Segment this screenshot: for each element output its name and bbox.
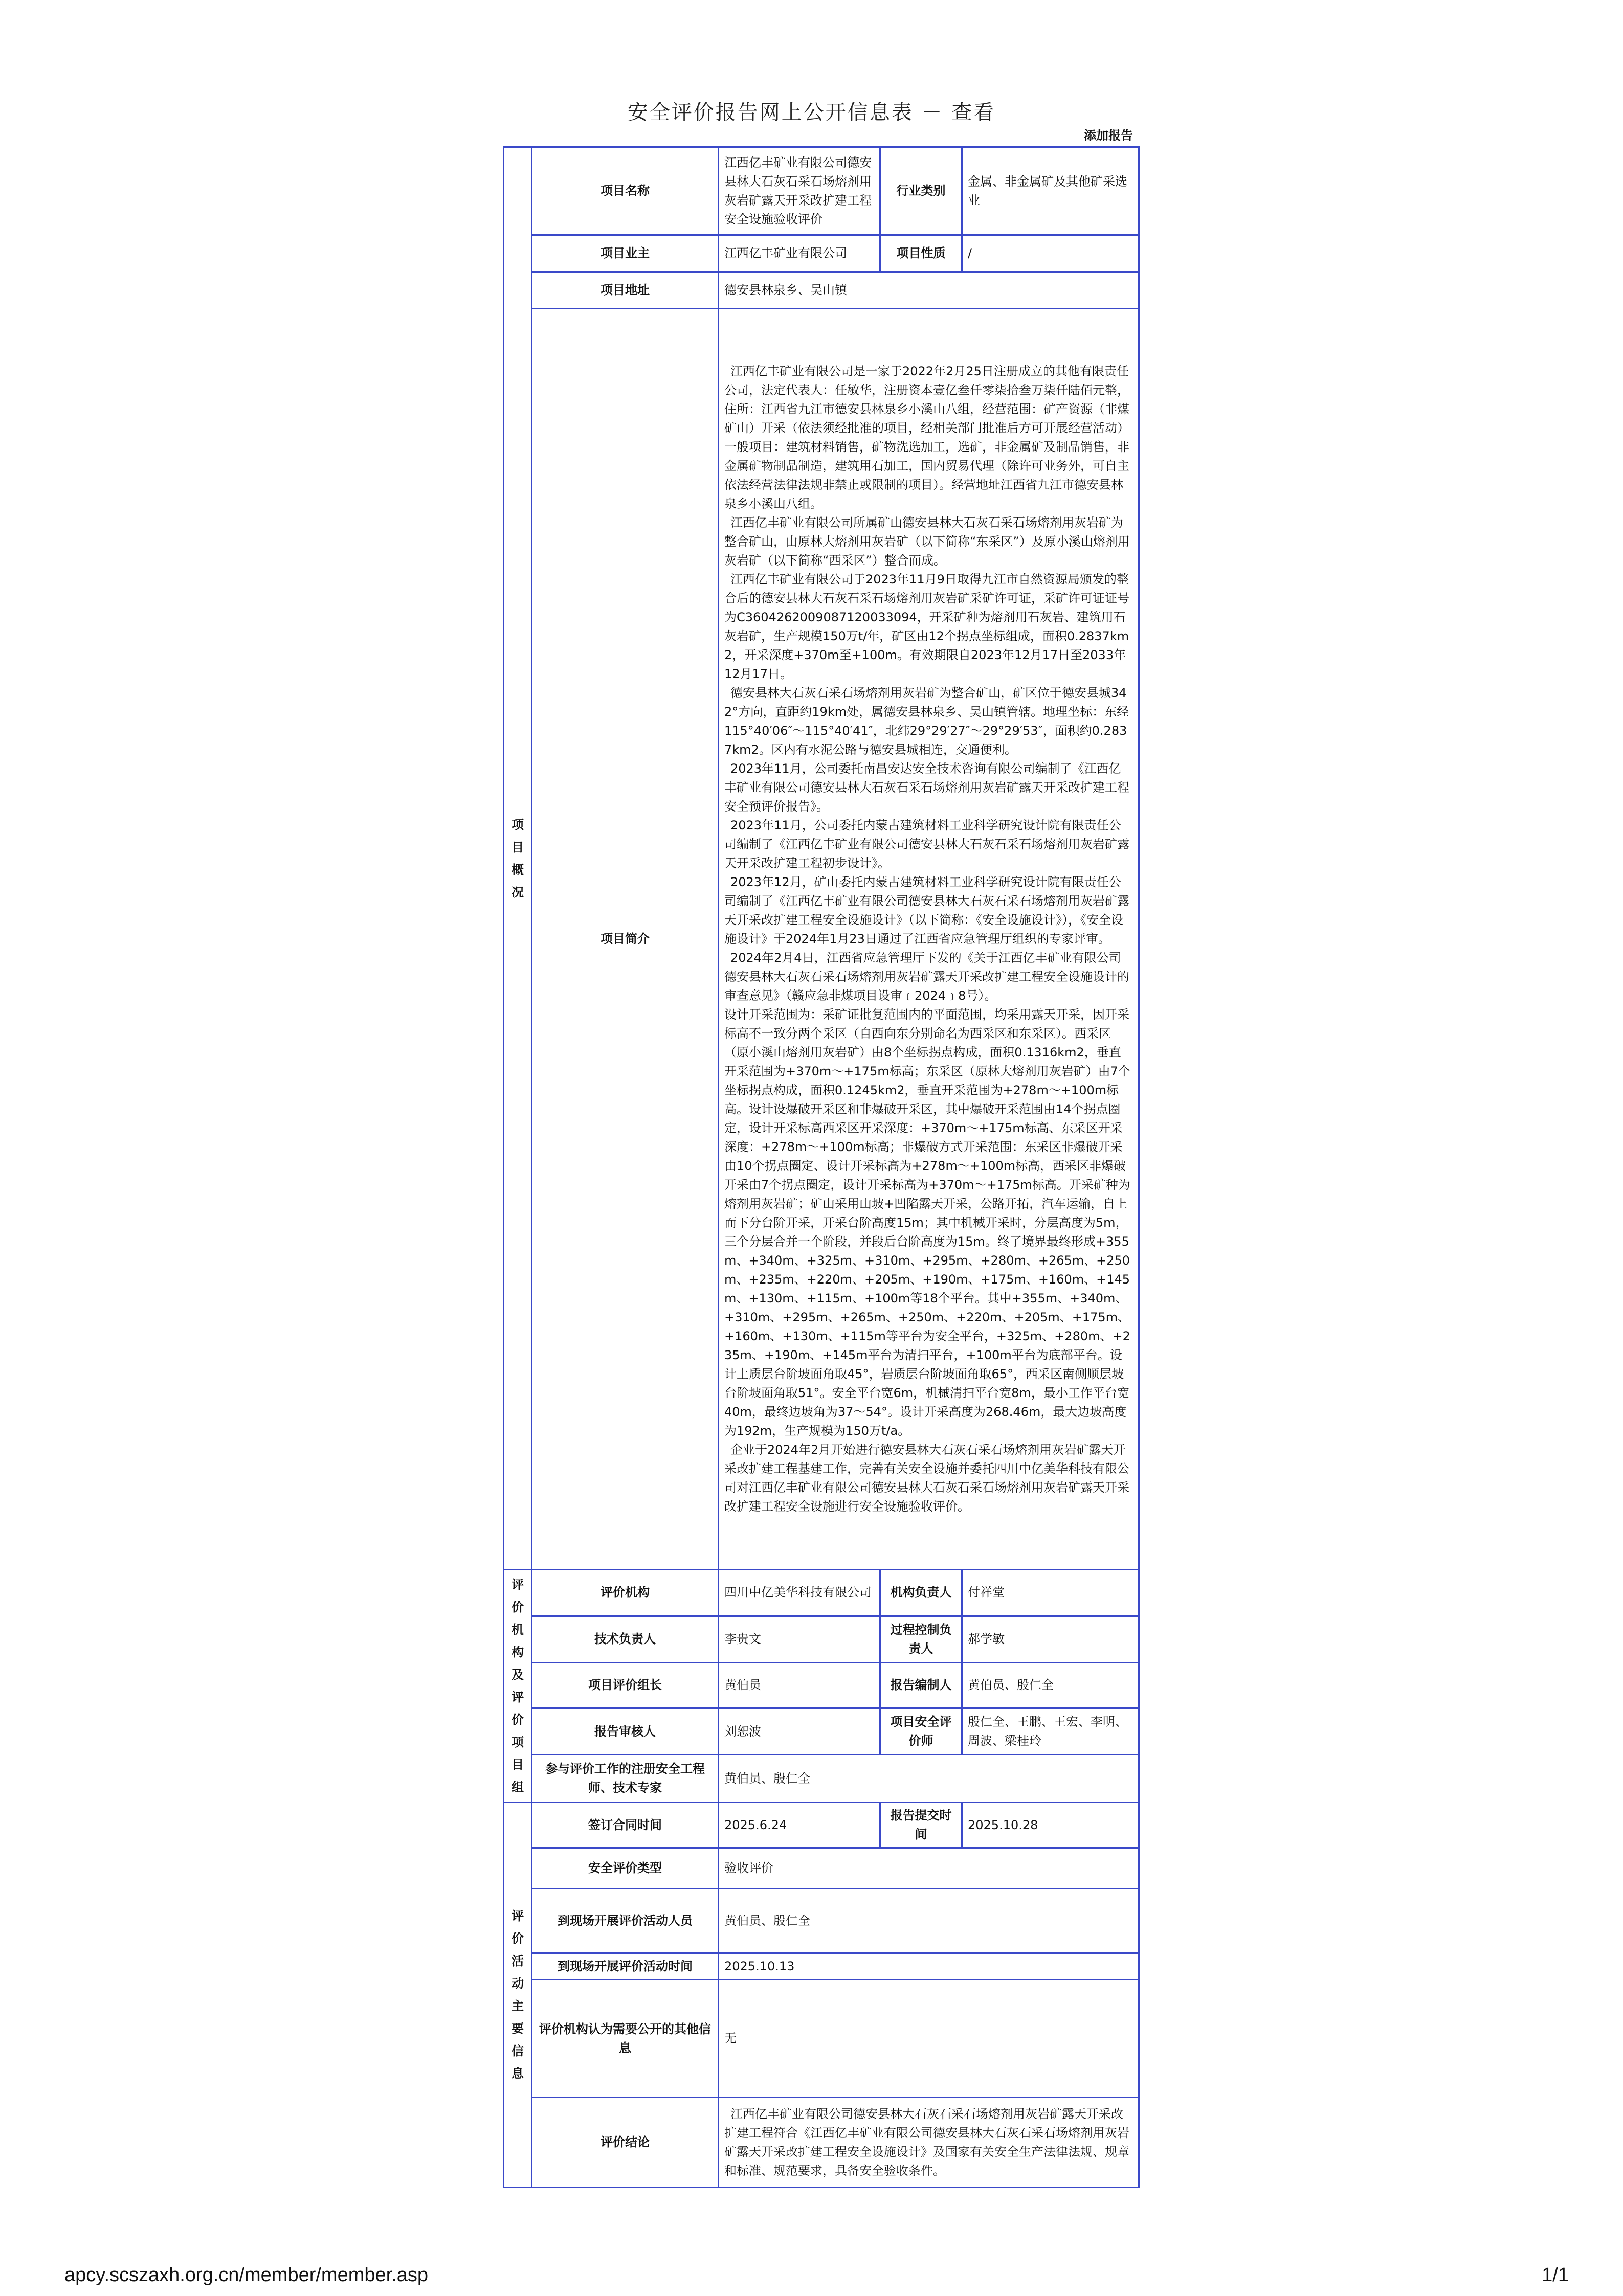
eval-type: 验收评价 bbox=[719, 1848, 1139, 1889]
site-staff: 黄伯员、殷仁全 bbox=[719, 1889, 1139, 1953]
address-label: 项目地址 bbox=[532, 272, 719, 309]
process-head: 郝学敏 bbox=[962, 1616, 1139, 1663]
project-name-label: 项目名称 bbox=[532, 147, 719, 235]
process-head-label: 过程控制负责人 bbox=[880, 1616, 962, 1663]
industry: 金属、非金属矿及其他矿采选业 bbox=[962, 147, 1139, 235]
intro-paragraph: 德安县林大石灰石采石场熔剂用灰岩矿为整合矿山，矿区位于德安县城342°方向，直距约19km处，属德安县林泉乡、吴山镇管辖。地理坐标：东经115°40′06″～115°40′41″，北纬29°29′27″～29°29′53″，面积约0.2837km2。区内有水泥公路与德安县城相连，交通便利。 bbox=[724, 686, 1129, 757]
intro-paragraph: 2023年11月，公司委托内蒙古建筑材料工业科学研究设计院有限责任公司编制了《江西亿丰矿业有限公司德安县林大石灰石采石场熔剂用灰岩矿露天开采改扩建工程初步设计》。 bbox=[724, 818, 1129, 870]
site-time: 2025.10.13 bbox=[719, 1953, 1139, 1980]
nature: / bbox=[962, 235, 1139, 272]
intro-paragraph: 企业于2024年2月开始进行德安县林大石灰石采石场熔剂用灰岩矿露天开采改扩建工程基建工作，完善有关安全设施并委托四川中亿美华科技有限公司对江西亿丰矿业有限公司德安县林大石灰石采石场熔剂用灰岩矿露天开采改扩建工程安全设施进行安全设施验收评价。 bbox=[724, 1443, 1129, 1514]
section-activity: 评价活动主要信息 bbox=[504, 1803, 532, 2188]
site-time-label: 到现场开展评价活动时间 bbox=[532, 1953, 719, 1980]
experts: 黄伯员、殷仁全 bbox=[719, 1755, 1139, 1803]
submit-time: 2025.10.28 bbox=[962, 1803, 1139, 1848]
footer-url: apcy.scszaxh.org.cn/member/member.asp bbox=[64, 2264, 429, 2286]
agency-head: 付祥堂 bbox=[962, 1570, 1139, 1616]
intro-label: 项目简介 bbox=[532, 309, 719, 1570]
nature-label: 项目性质 bbox=[880, 235, 962, 272]
intro-paragraph: 设计开采范围为：采矿证批复范围内的平面范围，均采用露天开采，因开采标高不一致分两个采区（自西向东分别命名为西采区和东采区）。西采区（原小溪山熔剂用灰岩矿）由8个坐标拐点构成，面积0.1316km2，垂直开采范围为+370m～+175m标高；东采区（原林大熔剂用灰岩矿）由7个坐标拐点构成，面积0.1245km2，垂直开采范围为+278m～+100m标高。设计设爆破开采区和非爆破开采区，其中爆破开采范围由14个拐点圈定，设计开采标高西采区开采深度：+370m～+175m标高、东采区开采深度：+278m～+100m标高；非爆破方式开采范围：东采区非爆破开采由10个拐点圈定、设计开采标高为+278m～+100m标高，西采区非爆破开采由7个拐点圈定，设计开采标高为+370m～+175m标高。开采矿种为熔剂用灰岩矿；矿山采用山坡+凹陷露天开采，公路开拓，汽车运输，自上而下分台阶开采，开采台阶高度15m；其中机械开采时，分层高度为5m，三个分层合并一个阶段，并段后台阶高度为15m。终了境界最终形成+355m、+340m、+325m、+310m、+295m、+280m、+265m、+250m、+235m、+220m、+205m、+190m、+175m、+160m、+145m、+130m、+115m、+100m等18个平台。其中+355m、+340m、+310m、+295m、+265m、+250m、+220m、+205m、+175m、+160m、+130m、+115m等平台为安全平台，+325m、+280m、+235m、+190m、+145m平台为清扫平台，+100m平台为底部平台。设计土质层台阶坡面角取45°，岩质层台阶坡面角取65°，西采区南侧顺层坡台阶坡面角取51°。安全平台宽6m，机械清扫平台宽8m，最小工作平台宽40m，最终边坡角为37～54°。设计开采高度为268.46m，最大边坡高度为192m，生产规模为150万t/a。 bbox=[724, 1007, 1130, 1438]
site-staff-label: 到现场开展评价活动人员 bbox=[532, 1889, 719, 1953]
submit-time-label: 报告提交时间 bbox=[880, 1803, 962, 1848]
intro-paragraph: 2024年2月4日，江西省应急管理厅下发的《关于江西亿丰矿业有限公司德安县林大石灰石采石场熔剂用灰岩矿露天开采改扩建工程安全设施设计的审查意见》（赣应急非煤项目设审﹝2024﹞8号）。 bbox=[724, 951, 1129, 1003]
tech-head-label: 技术负责人 bbox=[532, 1616, 719, 1663]
section-overview: 项目概况 bbox=[504, 147, 532, 1570]
contract-time: 2025.6.24 bbox=[719, 1803, 880, 1848]
evaluators: 殷仁全、王鹏、王宏、李明、周波、梁桂玲 bbox=[962, 1708, 1139, 1755]
team-leader-label: 项目评价组长 bbox=[532, 1663, 719, 1708]
reviewer: 刘恕波 bbox=[719, 1708, 880, 1755]
intro-paragraph: 江西亿丰矿业有限公司于2023年11月9日取得九江市自然资源局颁发的整合后的德安县林大石灰石采石场熔剂用灰岩矿采矿许可证，采矿许可证证号为C3604262009087120033094，开采矿种为熔剂用石灰岩、建筑用石灰岩矿，生产规模150万t/年，矿区由12个拐点坐标组成，面积0.2837km2，开采深度+370m至+100m。有效期限自2023年12月17日至2033年12月17日。 bbox=[724, 572, 1129, 681]
reviewer-label: 报告审核人 bbox=[532, 1708, 719, 1755]
section-org: 评价机构及评价项目组 bbox=[504, 1570, 532, 1803]
agency-head-label: 机构负责人 bbox=[880, 1570, 962, 1616]
conclusion bbox=[719, 2098, 1139, 2188]
owner-label: 项目业主 bbox=[532, 235, 719, 272]
intro-paragraph: 江西亿丰矿业有限公司是一家于2022年2月25日注册成立的其他有限责任公司，法定代表人：任敏华，注册资本壹亿叁仟零柒拾叁万柒仟陆佰元整，住所：江西省九江市德安县林泉乡小溪山八组，经营范围：矿产资源（非煤矿山）开采（依法须经批准的项目，经相关部门批准后方可开展经营活动）一般项目：建筑材料销售，矿物洗选加工，选矿，非金属矿及制品销售，非金属矿物制品制造，建筑用石加工，国内贸易代理（除许可业务外，可自主依法经营法律法规非禁止或限制的项目）。经营地址江西省九江市德安县林泉乡小溪山八组。 bbox=[724, 364, 1129, 511]
eval-type-label: 安全评价类型 bbox=[532, 1848, 719, 1889]
add-report-link[interactable]: 添加报告 bbox=[1084, 128, 1133, 143]
team-leader: 黄伯员 bbox=[719, 1663, 880, 1708]
conclusion-text: 江西亿丰矿业有限公司德安县林大石灰石采石场熔剂用灰岩矿露天开采改扩建工程符合《江西亿丰矿业有限公司德安县林大石灰石采石场熔剂用灰岩矿露天开采改扩建工程安全设施设计》及国家有关安全生产法律法规、规章和标准、规范要求，具备安全验收条件。 bbox=[724, 2106, 1129, 2178]
experts-label: 参与评价工作的注册安全工程师、技术专家 bbox=[532, 1755, 719, 1803]
other-info: 无 bbox=[719, 1980, 1139, 2098]
owner: 江西亿丰矿业有限公司 bbox=[719, 235, 880, 272]
footer-page-number: 1/1 bbox=[1542, 2264, 1569, 2286]
page-title: 安全评价报告网上公开信息表 － 查看 bbox=[627, 101, 996, 124]
agency-label: 评价机构 bbox=[532, 1570, 719, 1616]
info-table bbox=[503, 146, 1140, 2188]
industry-label: 行业类别 bbox=[880, 147, 962, 235]
evaluators-label: 项目安全评价师 bbox=[880, 1708, 962, 1755]
other-info-label: 评价机构认为需要公开的其他信息 bbox=[532, 1980, 719, 2098]
intro-paragraph: 江西亿丰矿业有限公司所属矿山德安县林大石灰石采石场熔剂用灰岩矿为整合矿山，由原林大熔剂用灰岩矿（以下简称“东采区”）及原小溪山熔剂用灰岩矿（以下简称“西采区”）整合而成。 bbox=[724, 515, 1130, 568]
intro-paragraph: 2023年11月，公司委托南昌安达安全技术咨询有限公司编制了《江西亿丰矿业有限公司德安县林大石灰石采石场熔剂用灰岩矿露天开采改扩建工程安全预评价报告》。 bbox=[724, 761, 1129, 814]
contract-time-label: 签订合同时间 bbox=[532, 1803, 719, 1848]
project-intro bbox=[719, 309, 1139, 1570]
report-author: 黄伯员、殷仁全 bbox=[962, 1663, 1139, 1708]
tech-head: 李贵文 bbox=[719, 1616, 880, 1663]
intro-paragraph: 2023年12月，矿山委托内蒙古建筑材料工业科学研究设计院有限责任公司编制了《江西亿丰矿业有限公司德安县林大石灰石采石场熔剂用灰岩矿露天开采改扩建工程安全设施设计》（以下简称：《安全设施设计》），《安全设施设计》于2024年1月23日通过了江西省应急管理厅组织的专家评审。 bbox=[724, 875, 1129, 946]
address: 德安县林泉乡、吴山镇 bbox=[719, 272, 1139, 309]
agency: 四川中亿美华科技有限公司 bbox=[719, 1570, 880, 1616]
project-name: 江西亿丰矿业有限公司德安县林大石灰石采石场熔剂用灰岩矿露天开采改扩建工程安全设施验收评价 bbox=[719, 147, 880, 235]
conclusion-label: 评价结论 bbox=[532, 2098, 719, 2188]
report-author-label: 报告编制人 bbox=[880, 1663, 962, 1708]
